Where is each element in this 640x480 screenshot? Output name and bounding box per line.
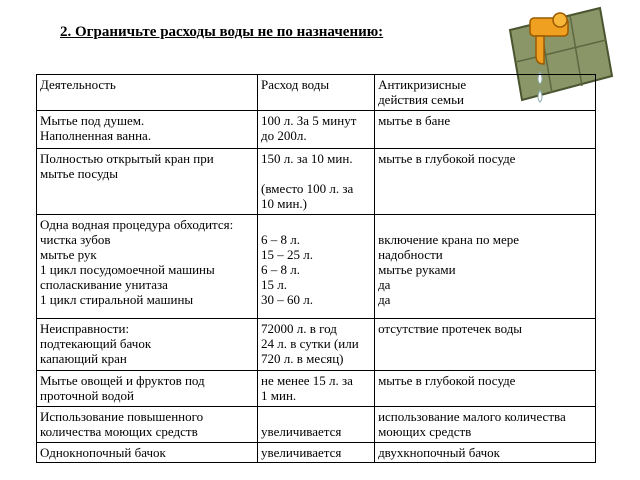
table-cell: мытье в бане: [375, 111, 596, 149]
table-header-row: [37, 75, 596, 111]
header-activity: Деятельность: [37, 75, 258, 111]
table-cell: двухкнопочный бачок: [375, 443, 596, 463]
table-cell: Мытье овощей и фруктов под проточной водой: [37, 371, 258, 407]
header-anticrisis-actions: Антикризисные действия семьи: [375, 75, 596, 111]
table-cell: Использование повышенного количества моющих средств: [37, 407, 258, 443]
table-cell: не менее 15 л. за 1 мин.: [258, 371, 375, 407]
table-cell: Одна водная процедура обходится: чистка зубов мытье рук 1 цикл посудомоечной машины споласкивание унитаза 1 цикл стиральной машины: [37, 215, 258, 319]
table-cell: 72000 л. в год 24 л. в сутки (или 720 л. в месяц): [258, 319, 375, 371]
table-row: [37, 443, 596, 463]
page-title: 2. Ограничьте расходы воды не по назначению:: [60, 24, 384, 40]
table-cell: отсутствие протечек воды: [375, 319, 596, 371]
table-cell: увеличивается: [258, 407, 375, 443]
table-cell: Неисправности: подтекающий бачок капающий кран: [37, 319, 258, 371]
table-cell: Мытье под душем. Наполненная ванна.: [37, 111, 258, 149]
table-cell: 150 л. за 10 мин. (вместо 100 л. за 10 мин.): [258, 149, 375, 215]
table-row: [37, 215, 596, 319]
table-row: [37, 319, 596, 371]
table-cell: Однокнопочный бачок: [37, 443, 258, 463]
header-water-consumption: Расход воды: [258, 75, 375, 111]
table-cell: Полностью открытый кран при мытье посуды: [37, 149, 258, 215]
table-cell: 100 л. За 5 минут до 200л.: [258, 111, 375, 149]
table-row: [37, 407, 596, 443]
table-cell: мытье в глубокой посуде: [375, 149, 596, 215]
table-row: [37, 149, 596, 215]
water-usage-table: [36, 74, 596, 463]
table-row: [37, 111, 596, 149]
table-cell: использование малого количества моющих средств: [375, 407, 596, 443]
table-row: [37, 371, 596, 407]
table-cell: включение крана по мере надобности мытье руками да да: [375, 215, 596, 319]
table-cell: увеличивается: [258, 443, 375, 463]
table-cell: 6 – 8 л. 15 – 25 л. 6 – 8 л. 15 л. 30 – 60 л.: [258, 215, 375, 319]
table-cell: мытье в глубокой посуде: [375, 371, 596, 407]
